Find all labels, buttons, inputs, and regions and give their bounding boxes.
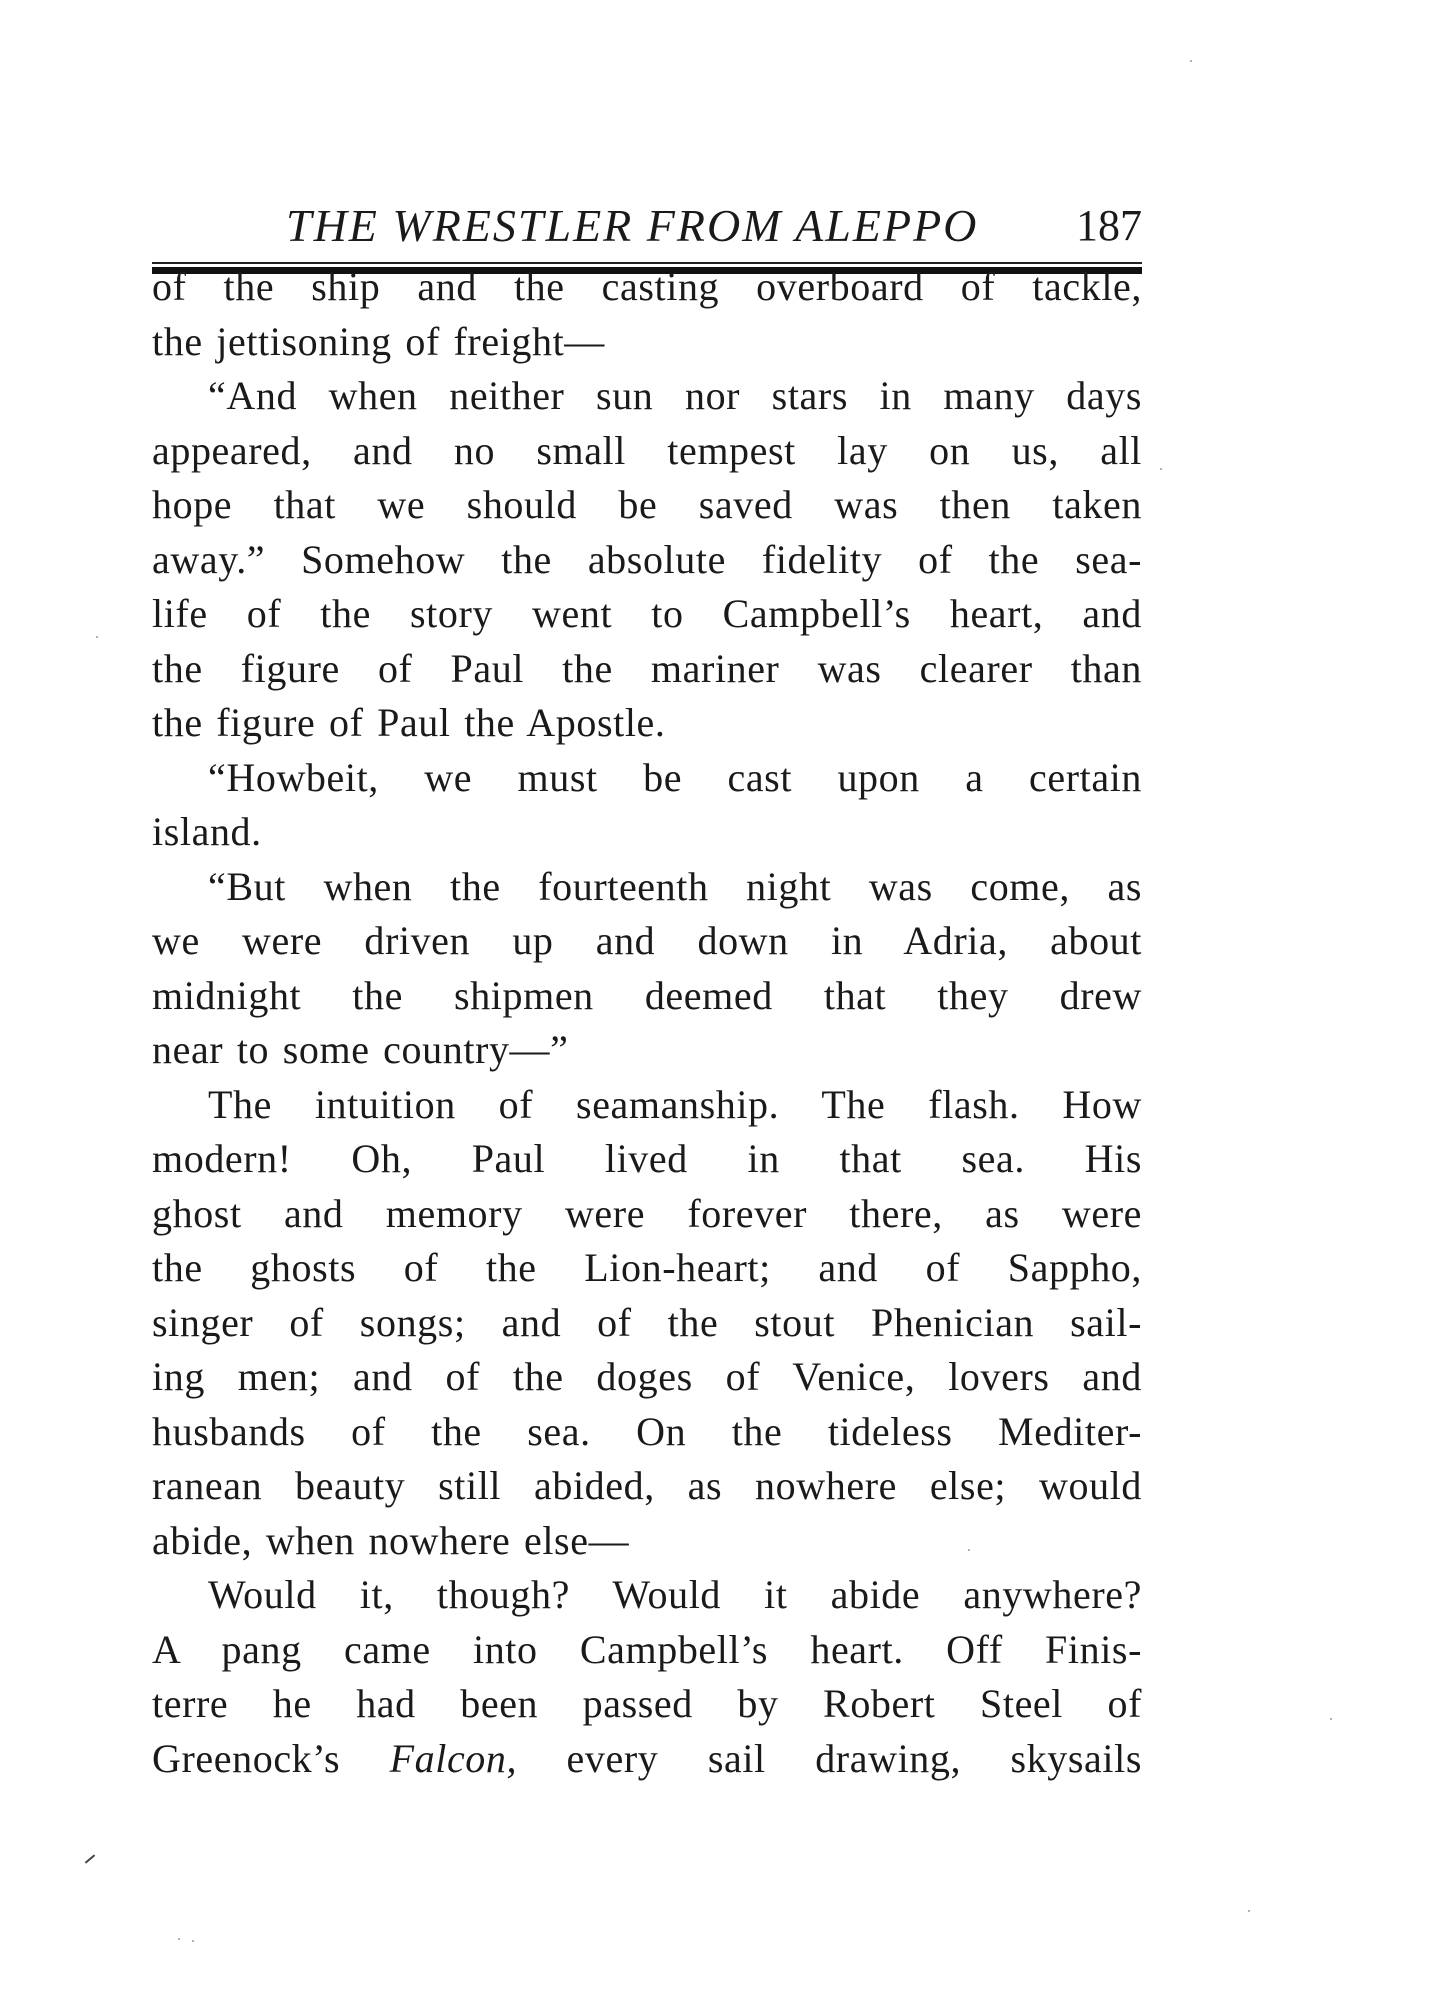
running-head	[152, 196, 1142, 256]
paper-speck	[1160, 468, 1162, 470]
text-line: “And when neither sun nor stars in many days	[208, 373, 1142, 418]
text-line: The intuition of seamanship. The flash. How	[208, 1081, 1142, 1127]
text-run: Greenock’s	[152, 1735, 390, 1781]
text-line: the ghosts of the Lion-heart; and of Sappho,	[152, 1245, 1142, 1290]
text-line: Would it, though? Would it abide anywhere?	[208, 1572, 1142, 1617]
text-line: the figure of Paul the mariner was clearer than	[152, 645, 1142, 691]
text-line: ghost and memory were forever there, as were	[152, 1190, 1142, 1236]
paper-speck	[1330, 1718, 1332, 1720]
text-line: A pang came into Campbell’s heart. Off Finis-	[152, 1626, 1142, 1672]
pencil-mark	[85, 1854, 95, 1863]
paper-speck	[1190, 60, 1192, 62]
text-line: abide, when nowhere else—	[152, 1517, 630, 1563]
text-run: every sail drawing, skysails	[517, 1735, 1143, 1781]
text-line: midnight the shipmen deemed that they drew	[152, 972, 1142, 1018]
text-line: away.” Somehow the absolute fidelity of the sea-	[152, 536, 1142, 582]
text-line: the jettisoning of freight—	[152, 318, 605, 364]
text-line: ing men; and of the doges of Venice, lovers and	[152, 1354, 1142, 1399]
text-line: terre he had been passed by Robert Steel of	[152, 1681, 1142, 1726]
paper-speck	[968, 1549, 970, 1551]
paper-speck	[192, 1940, 194, 1942]
text-line: husbands of the sea. On the tideless Mediter-	[152, 1408, 1142, 1454]
text-line: of the ship and the casting overboard of tackle,	[152, 264, 1142, 309]
text-line: ranean beauty still abided, as nowhere else; would	[152, 1463, 1142, 1508]
text-line: island.	[152, 809, 262, 854]
body-text	[152, 260, 1142, 1786]
text-line: appeared, and no small tempest lay on us, all	[152, 427, 1142, 473]
text-line: singer of songs; and of the stout Phenician sail-	[152, 1299, 1142, 1345]
text-line: near to some country—”	[152, 1027, 569, 1072]
paper-speck	[96, 636, 98, 638]
paper-speck	[1248, 1910, 1250, 1912]
text-line: we were driven up and down in Adria, about	[152, 918, 1142, 963]
paper-speck	[178, 1938, 180, 1940]
page-number: 187	[1076, 201, 1142, 250]
text-line: the figure of Paul the Apostle.	[152, 700, 666, 745]
text-line-last	[152, 1732, 1142, 1787]
text-line: life of the story went to Campbell’s heart, and	[152, 591, 1142, 636]
text-line: modern! Oh, Paul lived in that sea. His	[152, 1136, 1142, 1181]
ship-name-italic: Falcon,	[389, 1735, 518, 1781]
text-line: “But when the fourteenth night was come, as	[208, 863, 1142, 909]
text-line: hope that we should be saved was then taken	[152, 482, 1142, 527]
running-title: THE WRESTLER FROM ALEPPO	[286, 200, 979, 251]
text-line: “Howbeit, we must be cast upon a certain	[208, 754, 1142, 800]
